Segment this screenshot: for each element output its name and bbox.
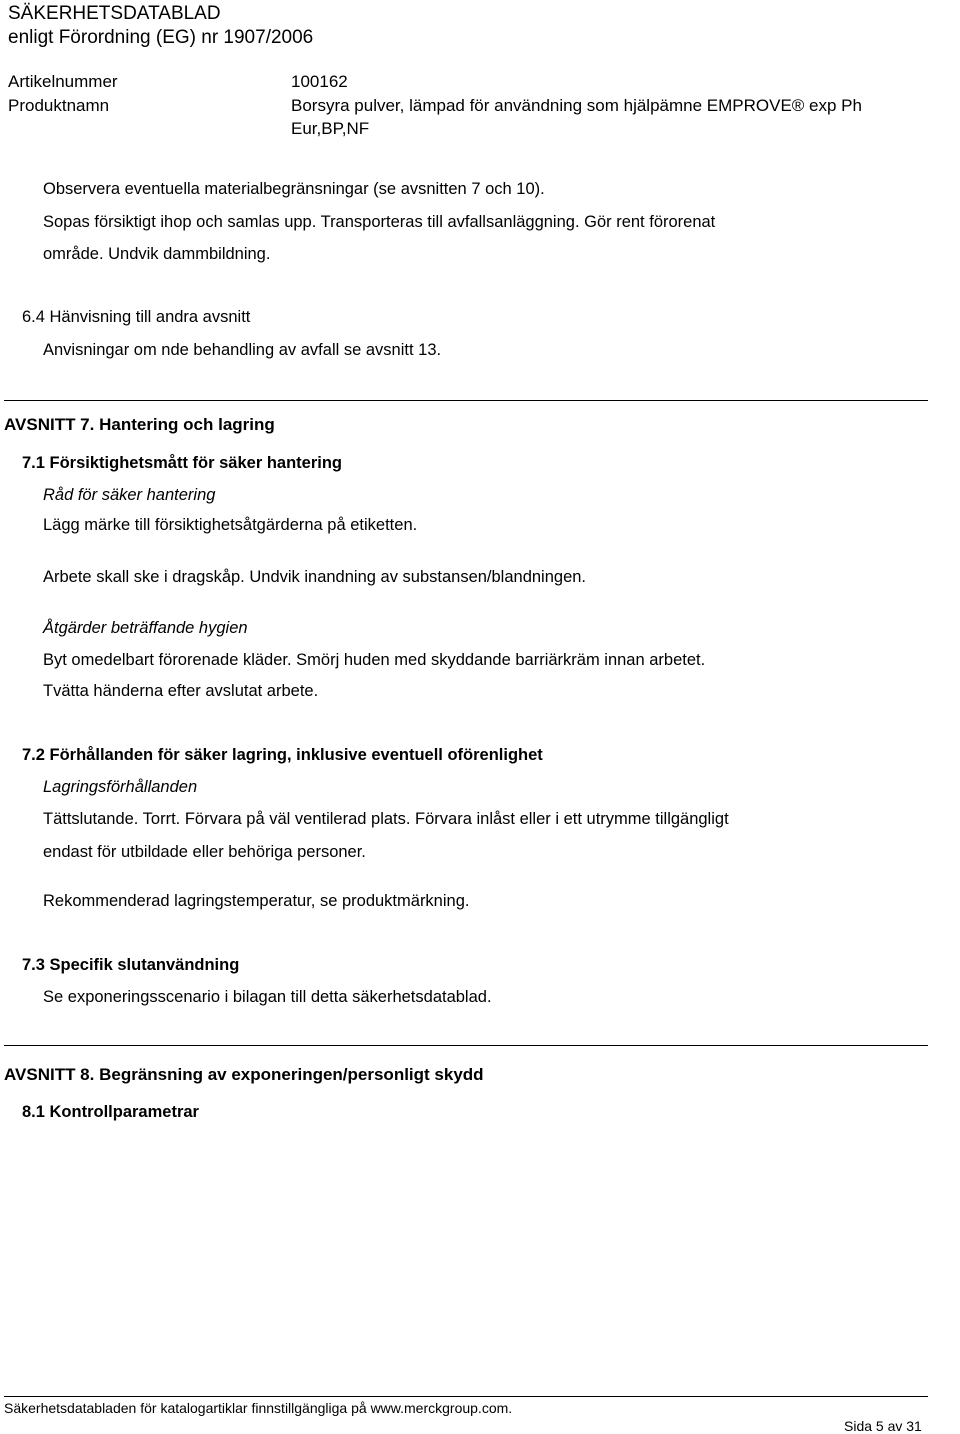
material-restrictions-note: Observera eventuella materialbegränsningar (se avsnitten 7 och 10). bbox=[43, 180, 545, 198]
footer-note: Säkerhetsdatabladen för katalogartiklar finnstillgängliga på www.merckgroup.com. bbox=[4, 1400, 513, 1416]
hygiene-text-2: Tvätta händerna efter avslutat arbete. bbox=[43, 682, 319, 700]
cleanup-text-line1: Sopas försiktigt ihop och samlas upp. Transporteras till avfallsanläggning. Gör rent förorenat bbox=[43, 213, 716, 231]
storage-temperature-text: Rekommenderad lagringstemperatur, se produktmärkning. bbox=[43, 892, 470, 910]
article-number-value: 100162 bbox=[291, 72, 348, 91]
subsection-8-1-title: 8.1 Kontrollparametrar bbox=[22, 1103, 199, 1121]
article-number-label: Artikelnummer bbox=[8, 72, 118, 91]
footer-divider bbox=[4, 1396, 928, 1397]
subsection-6-4-text: Anvisningar om nde behandling av avfall se avsnitt 13. bbox=[43, 341, 442, 359]
section-divider bbox=[4, 400, 928, 401]
safe-handling-advice-label: Råd för säker hantering bbox=[43, 486, 216, 504]
storage-conditions-label: Lagringsförhållanden bbox=[43, 778, 198, 796]
safe-handling-text-2: Arbete skall ske i dragskåp. Undvik inandning av substansen/blandningen. bbox=[43, 568, 587, 586]
product-name-value-line2: Eur,BP,NF bbox=[291, 119, 370, 138]
specific-end-use-text: Se exponeringsscenario i bilagan till detta säkerhetsdatablad. bbox=[43, 988, 492, 1006]
page-number: Sida 5 av 31 bbox=[844, 1418, 922, 1434]
subsection-7-3-title: 7.3 Specifik slutanvändning bbox=[22, 956, 240, 974]
storage-text-line2: endast för utbildade eller behöriga personer. bbox=[43, 843, 366, 861]
storage-text-line1: Tättslutande. Torrt. Förvara på väl ventilerad plats. Förvara inlåst eller i ett utrymme tillgängligt bbox=[43, 810, 729, 828]
document-title: SÄKERHETSDATABLAD bbox=[8, 3, 221, 24]
subsection-7-2-title: 7.2 Förhållanden för säker lagring, inklusive eventuell oförenlighet bbox=[22, 746, 543, 764]
product-name-value-line1: Borsyra pulver, lämpad för användning som hjälpämne EMPROVE® exp Ph bbox=[291, 96, 862, 115]
cleanup-text-line2: område. Undvik dammbildning. bbox=[43, 245, 271, 263]
subsection-6-4-title: 6.4 Hänvisning till andra avsnitt bbox=[22, 308, 251, 326]
section-8-title: AVSNITT 8. Begränsning av exponeringen/personligt skydd bbox=[4, 1065, 484, 1084]
subsection-7-1-title: 7.1 Försiktighetsmått för säker hantering bbox=[22, 454, 343, 472]
section-7-title: AVSNITT 7. Hantering och lagring bbox=[4, 415, 275, 434]
regulation-reference: enligt Förordning (EG) nr 1907/2006 bbox=[8, 27, 314, 48]
section-divider bbox=[4, 1045, 928, 1046]
hygiene-measures-label: Åtgärder beträffande hygien bbox=[43, 619, 248, 637]
safe-handling-text-1: Lägg märke till försiktighetsåtgärderna på etiketten. bbox=[43, 516, 418, 534]
product-name-label: Produktnamn bbox=[8, 96, 110, 115]
hygiene-text-1: Byt omedelbart förorenade kläder. Smörj huden med skyddande barriärkräm innan arbetet. bbox=[43, 651, 706, 669]
